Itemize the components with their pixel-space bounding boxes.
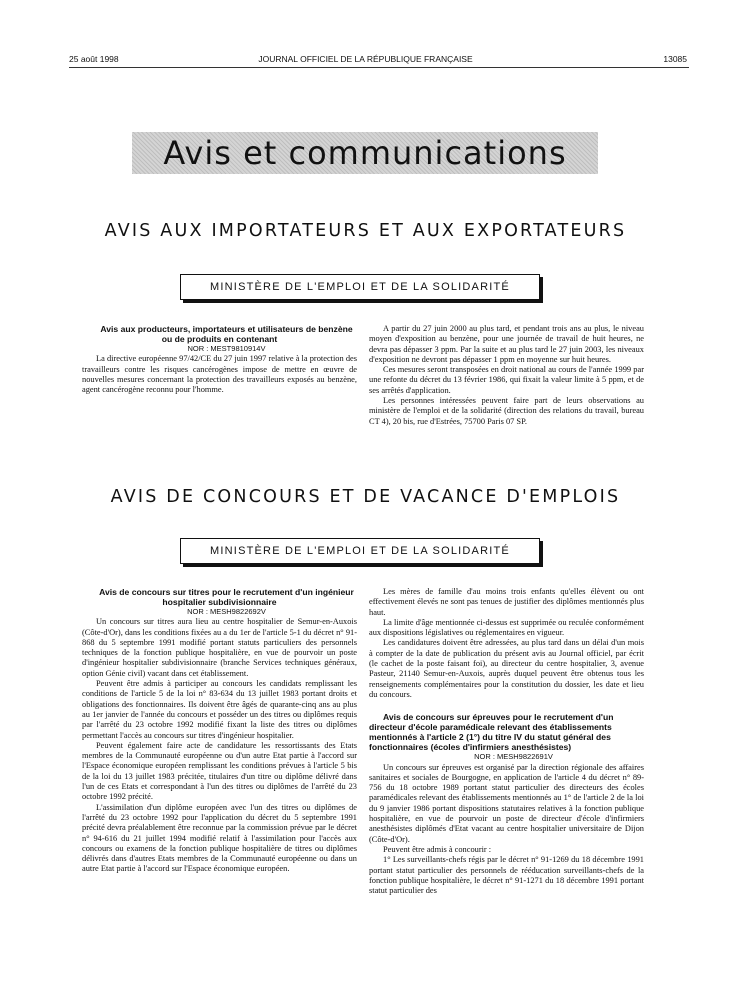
header-rule [69, 67, 689, 68]
section1-right-paragraphs [369, 324, 644, 427]
section1-right-column [369, 324, 644, 427]
paragraph: 1° Les surveillants-chefs régis par le décret n° 91-1269 du 18 décembre 1991 portant statut particulier des personnels de rééducation surveillants-chefs de la fonction publique hospitalière, le décret n° 91-1271 du 18 décembre 1991 portant statut particulier des [369, 855, 644, 896]
notice-title-directeur: Avis de concours sur épreuves pour le recrutement d'un directeur d'école paramédicale relevant des établissements mentionnés à l'article 2 (1°) du titre IV du statut général des fonctionnaires (écoles d'infirmiers anesthésistes) [369, 712, 614, 753]
notice-nor-ingenieur: NOR : MESH9822692V [187, 607, 266, 616]
section2-right-paragraphs [369, 587, 644, 700]
notice-nor-directeur: NOR : MESH9822691V [474, 752, 553, 762]
notice-title-ingenieur: Avis de concours sur titres pour le recrutement d'un ingénieur hospitalier subdivisionnaire [99, 587, 354, 607]
paragraph: Peuvent être admis à concourir : [383, 844, 492, 854]
paragraph: Peuvent également faire acte de candidature les ressortissants des Etats membres de la Communauté européenne ou d'un autre Etat partie à l'accord sur l'Espace économique européen remplissant les conditions prévues à l'article 5 bis de la loi du 13 juillet 1983 précitée, titulaires d'un titre ou diplôme délivré dans l'un de ces Etats et correspondant à l'un des titres ou diplômes de l'arrêté du 23 octobre 1992 précité. [82, 740, 357, 802]
notice-nor-benzene: NOR : MESТ9810914V [187, 344, 266, 353]
section2-title: AVIS DE CONCOURS ET DE VACANCE D'EMPLOIS [110, 487, 621, 507]
section2-ministry-box [180, 538, 540, 564]
paragraph: Les mères de famille d'au moins trois enfants qu'elles élèvent ou ont effectivement élevés ne sont pas tenues de justifier des diplômes mentionnés plus haut. [369, 587, 644, 617]
notice-title-benzene: Avis aux producteurs, importateurs et utilisateurs de benzène ou de produits en contenant [100, 324, 353, 344]
section1-title: AVIS AUX IMPORTATEURS ET AUX EXPORTATEURS [104, 221, 627, 241]
header-date: 25 août 1998 [69, 54, 119, 64]
paragraph: La directive européenne 97/42/CE du 27 juin 1997 relative à la protection des travailleurs contre les risques cancérogènes impose de mettre en œuvre de nouvelles mesures concernant la protection des travailleurs exposés au benzène, agent cancérogène reconnu pour l'homme. [82, 354, 357, 395]
section2-ministry-label: MINISTÈRE DE L'EMPLOI ET DE LA SOLIDARITÉ [210, 545, 510, 557]
section2-left-column [82, 587, 357, 875]
paragraph: La limite d'âge mentionnée ci-dessus est supprimée ou reculée conformément aux dispositions législatives ou réglementaires en vigueur. [369, 617, 644, 638]
section1-ministry-box [180, 274, 540, 300]
section2-left-paragraphs [82, 617, 357, 874]
section-banner [132, 132, 598, 174]
paragraph: L'assimilation d'un diplôme européen avec l'un des titres ou diplômes de l'arrêté du 23 octobre 1992 pour l'application du décret du 5 septembre 1991 précité devra préalablement être reconnue par la commission prévue par le décret n° 94-616 du 21 juillet 1994 modifié relatif à l'assimilation pour l'accès aux concours ou examens de la fonction publique hospitalière de titres ou diplômes délivrés dans d'autres Etats membres de la Communauté européenne ou dans un autre Etat partie à l'accord sur l'Espace économique européen. [82, 802, 357, 874]
paragraph: Un concours sur titres aura lieu au centre hospitalier de Semur-en-Auxois (Côte-d'Or), dans les conditions fixées au a du 1er de l'article 5-1 du décret n° 91-868 du 5 septembre 1991 modifié portant statuts particuliers des personnels techniques de la fonction publique hospitalière, en vue de pourvoir un poste d'ingénieur hospitalier subdivisionnaire (branche Services techniques généraux, option Génie civil) vacant dans cet établissement. [82, 617, 357, 678]
section1-ministry-label: MINISTÈRE DE L'EMPLOI ET DE LA SOLIDARITÉ [210, 281, 510, 293]
paragraph: Les candidatures doivent être adressées, au plus tard dans un délai d'un mois à compter de la date de publication du présent avis au Journal officiel, par écrit (le cachet de la poste faisant foi), au directeur du centre hospitalier, 3, avenue Pasteur, 21140 Semur-en-Auxois, auprès duquel peuvent être obtenus tous les renseignements complémentaires pour la constitution du dossier, les date et lieu du concours. [369, 638, 644, 699]
section2-right-column [369, 587, 644, 896]
paragraph: Un concours sur épreuves est organisé par la direction régionale des affaires sanitaires et sociales de Bourgogne, en application de l'article 4 du décret n° 89-756 du 18 octobre 1989 portant statut particulier des directeurs des écoles paramédicales relevant des établissements mentionnés au 1° de l'article 2 de la loi du 9 janvier 1986 portant dispositions statutaires relatives à la fonction publique hospitalière, en vue de pourvoir un poste de directeur d'école d'infirmiers anesthésistes diplômés d'Etat vacant au centre hospitalier universitaire de Dijon (Côte-d'Or). [369, 762, 644, 844]
paragraph: A partir du 27 juin 2000 au plus tard, et pendant trois ans au plus, le niveau moyen d'exposition au benzène, pour une journée de travail de huit heures, ne devra pas dépasser 3 ppm. Par la suite et au plus tard le 27 juin 2003, les niveaux d'exposition ne devront pas dépasser 1 ppm en moyenne sur huit heures. [369, 324, 644, 364]
paragraph: Ces mesures seront transposées en droit national au cours de l'année 1999 par une refonte du décret du 13 février 1986, qui fixait la valeur limite à 5 ppm, et de ses arrêtés d'application. [369, 365, 644, 395]
section1-left-paragraphs [82, 354, 357, 395]
header-journal-title: JOURNAL OFFICIEL DE LA RÉPUBLIQUE FRANÇAISE [258, 54, 473, 64]
paragraph: Peuvent être admis à participer au concours les candidats remplissant les conditions de l'article 5 de la loi n° 83-634 du 13 juillet 1983 portant droits et obligations des fonctionnaires. Ils doivent être âgés de quarante-cinq ans au plus au 1er janvier de l'année du concours et posséder un des titres ou diplômes requis par l'arrêté du 23 octobre 1992 modifié fixant la liste des titres ou diplômes permettant l'accès au concours sur titres d'ingénieur hospitalier. [82, 679, 357, 740]
paragraph: Les personnes intéressées peuvent faire part de leurs observations au ministère de l'emploi et de la solidarité (direction des relations du travail, bureau CT 4), 20 bis, rue d'Estrées, 75700 Paris 07 SP. [369, 396, 644, 426]
section1-left-column [82, 324, 357, 395]
notice2-paragraphs [369, 763, 644, 897]
banner-title: Avis et communications [163, 134, 567, 172]
header-page-number: 13085 [663, 54, 687, 64]
